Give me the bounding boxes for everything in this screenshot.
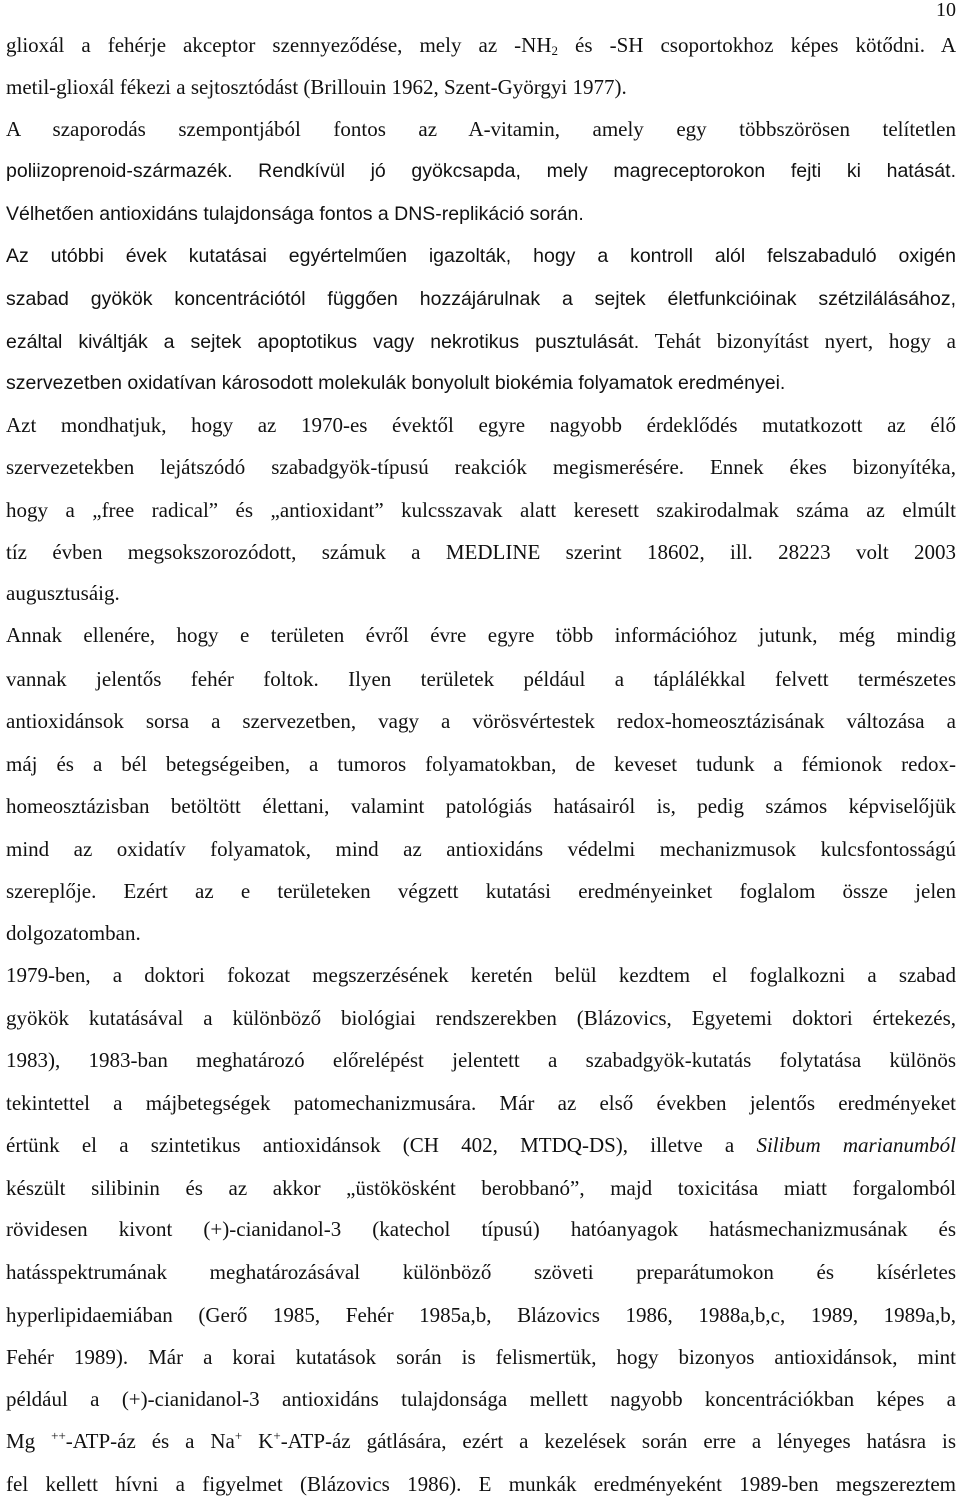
text-run: glioxál a fehérje akceptor szennyeződése, mely az -NH [6,33,552,57]
text-line [6,664,956,694]
text-run: például a (+)-cianidanol-3 antioxidáns tulajdonsága mellett nagyobb koncentrációkban képes a [6,1387,956,1411]
text-run: Az utóbbi évek kutatásai egyértelműen igazolták, hogy a kontroll alól felszabaduló oxigén [6,245,956,267]
page-number: 10 [936,0,956,21]
italic-text: Silibum marianumból [756,1133,956,1157]
text-run: antioxidánsok sorsa a szervezetben, vagy a vörösvértestek redox-homeosztázisának változása a [6,709,956,733]
text-run: dolgozatomban. [6,921,141,945]
text-line [6,199,956,229]
text-run: A szaporodás szempontjából fontos az A-vitamin, amely egy többszörösen telítetlen [6,117,956,141]
text-line [6,1173,956,1203]
text-line [6,706,956,736]
text-run: Tehát bizonyítást nyert, hogy a [639,329,956,353]
text-line [6,156,956,186]
text-line [6,876,956,906]
text-run: poliizoprenoid-származék. Rendkívül jó gyökcsapda, mely magreceptorokon fejti ki hatását. [6,160,956,182]
text-line [6,960,956,990]
subscript: 2 [551,43,559,58]
text-line [6,284,956,314]
text-run: augusztusáig. [6,581,120,605]
superscript: + [234,1428,243,1443]
text-line [6,1088,956,1118]
text-run: mind az oxidatív folyamatok, mind az antioxidáns védelmi mechanizmusok kulcsfontosságú [6,837,956,861]
text-line [6,749,956,779]
text-run: szervezetben oxidatívan károsodott molekulák bonyolult biokémia folyamatok eredményei. [6,372,786,394]
text-run: 1979-ben, a doktori fokozat megszerzésének keretén belül kezdtem el foglalkozni a szabad [6,963,956,987]
text-run: hatásspektrumának meghatározásával különböző szöveti preparátumokon és kísérletes [6,1260,956,1284]
text-run: hogy a „free radical” és „antioxidant” kulcsszavak alatt keresett szakirodalmak száma az elmúlt [6,498,956,522]
text-line [6,1300,956,1330]
text-run: Vélhetően antioxidáns tulajdonsága fontos a DNS-replikáció során. [6,203,584,225]
text-run: gyökök kutatásával a különböző biológiai rendszerekben (Blázovics, Egyetemi doktori értekezés, [6,1006,956,1030]
text-line [6,1384,956,1414]
text-line [6,72,956,102]
text-run: értünk el a szintetikus antioxidánsok (CH 402, MTDQ-DS), illetve a [6,1133,757,1157]
text-run: 1983), 1983-ban meghatározó előrelépést jelentett a szabadgyök-kutatás folytatása különös [6,1048,956,1072]
text-run: és -SH csoportokhoz képes kötődni. A [558,33,956,57]
text-line [6,368,956,398]
text-line [6,1426,956,1456]
text-line [6,30,956,60]
text-line [6,452,956,482]
text-line [6,1342,956,1372]
text-run: szervezetekben lejátszódó szabadgyök-típusú reakciók megismerésére. Ennek ékes bizonyítéka, [6,455,956,479]
text-run: vannak jelentős fehér foltok. Ilyen területek például a táplálékkal felvett természetes [6,667,956,691]
text-line [6,114,956,144]
text-line [6,834,956,864]
text-run: hyperlipidaemiában (Gerő 1985, Fehér 1985a,b, Blázovics 1986, 1988a,b,c, 1989, 1989a,b, [6,1303,956,1327]
text-run: tíz évben megsokszorozódott, számuk a MEDLINE szerint 18602, ill. 28223 volt 2003 [6,540,956,564]
text-run: tekintettel a májbetegségek patomechanizmusára. Már az első években jelentős eredményeket [6,1091,956,1115]
text-line [6,241,956,271]
text-line [6,918,956,948]
text-run: Fehér 1989). Már a korai kutatások során is felismertük, hogy bizonyos antioxidánsok, mint [6,1345,956,1369]
text-run: fel kellett hívni a figyelmet (Blázovics 1986). E munkák eredményeként 1989-ben megszereztem [6,1472,956,1496]
text-run: homeosztázisban betöltött élettani, valamint patológiás hatásairól is, pedig számos képviselőjük [6,794,956,818]
text-run: -ATP-áz gátlására, ezért a kezelések során erre a lényeges hatásra is [280,1429,956,1453]
text-run: Azt mondhatjuk, hogy az 1970-es évektől egyre nagyobb érdeklődés mutatkozott az élő [6,413,956,437]
text-line [6,1469,956,1499]
text-run: Annak ellenére, hogy e területen évről évre egyre több információhoz jutunk, még mindig [6,623,956,647]
text-line [6,1130,956,1160]
text-line [6,1045,956,1075]
text-line [6,1003,956,1033]
text-run: készült silibinin és az akkor „üstökösként berobbanó”, majd toxicitása miatt forgalomból [6,1176,956,1200]
text-run: metil-glioxál fékezi a sejtosztódást (Brillouin 1962, Szent-Györgyi 1977). [6,75,627,99]
text-line [6,326,956,356]
text-line [6,578,956,608]
text-line [6,537,956,567]
text-line [6,1214,956,1244]
text-run: -ATP-áz és a Na [65,1429,235,1453]
text-line [6,410,956,440]
text-run: ezáltal kiváltják a sejtek apoptotikus vagy nekrotikus pusztulását. [6,331,640,353]
text-line [6,791,956,821]
superscript: + [273,1428,281,1443]
text-line [6,1257,956,1287]
text-run: szereplője. Ezért az e területeken végzett kutatási eredményeinket foglalom össze jelen [6,879,956,903]
text-run: máj és a bél betegségeiben, a tumoros folyamatokban, de keveset tudunk a fémionok redox- [6,752,956,776]
text-run: szabad gyökök koncentrációtól függően hozzájárulnak a sejtek életfunkcióinak szétzilálásához, [6,288,956,310]
text-line [6,495,956,525]
text-run: K [242,1429,274,1453]
text-run: rövidesen kivont (+)-cianidanol-3 (katechol típusú) hatóanyagok hatásmechanizmusának és [6,1217,956,1241]
text-run: Mg [6,1429,52,1453]
superscript: ++ [51,1428,66,1443]
text-line [6,620,956,650]
